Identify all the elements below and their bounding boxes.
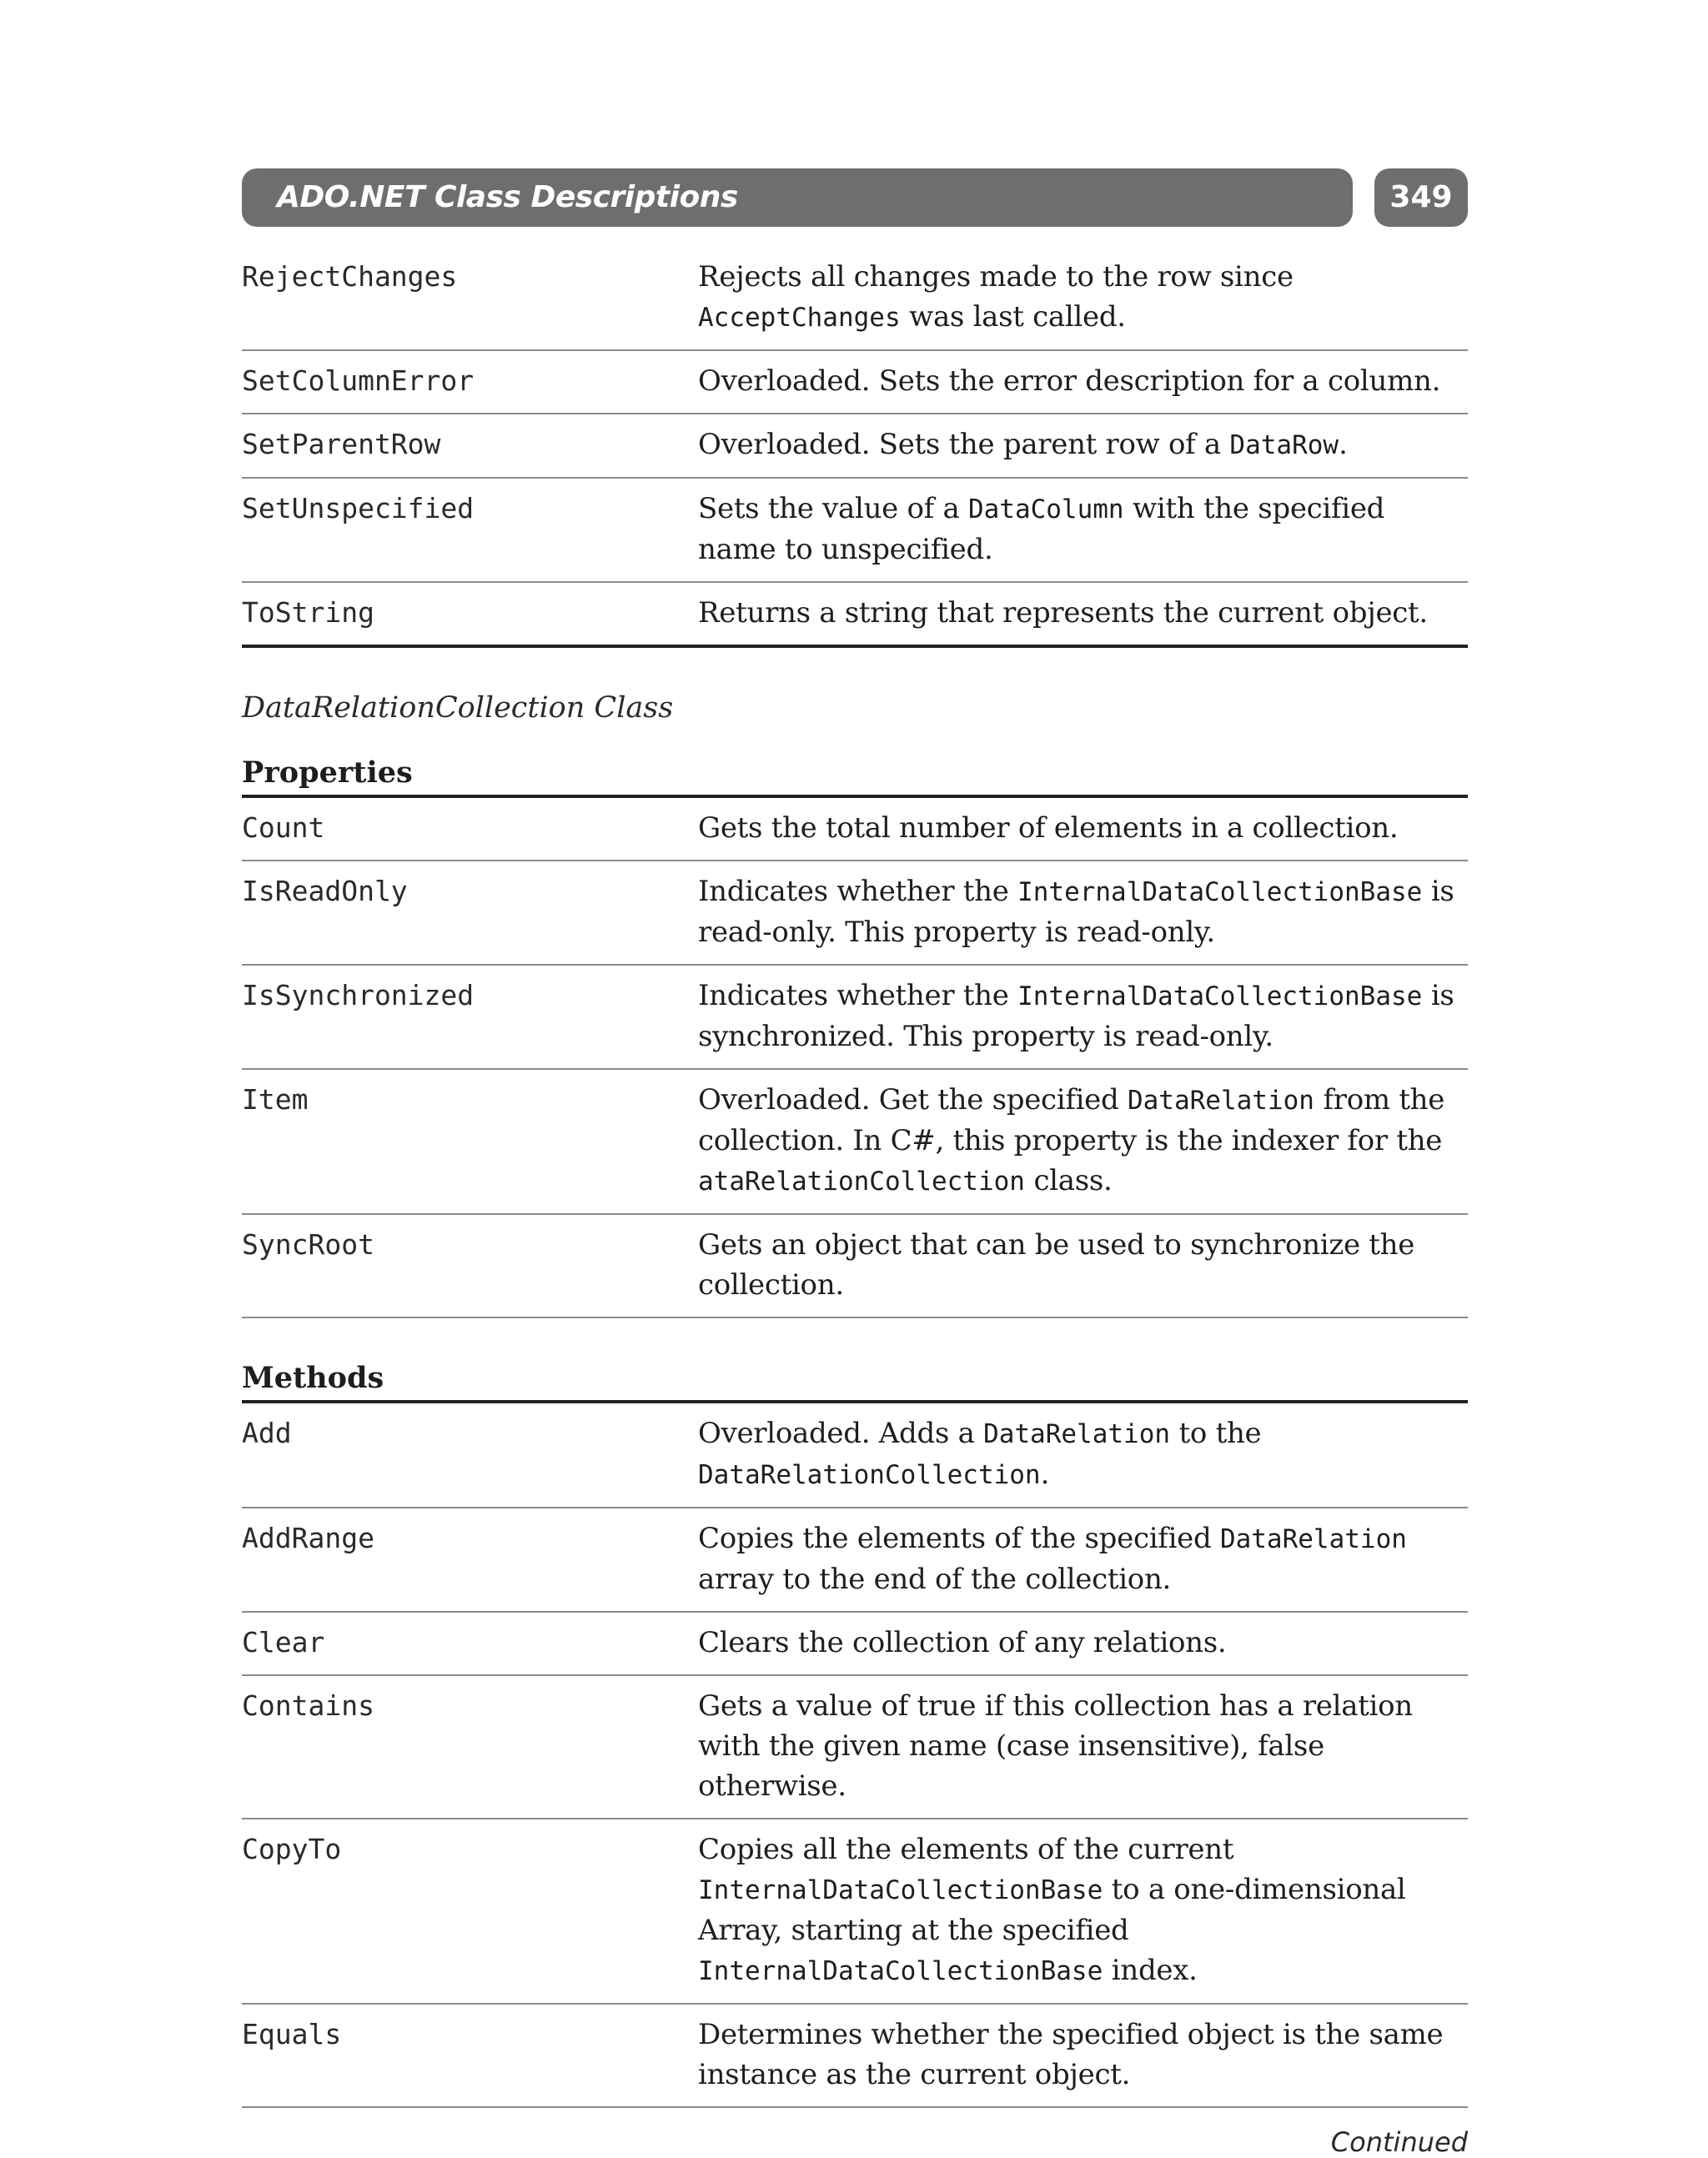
table-row — [242, 1215, 1468, 1318]
member-name: Add — [242, 1417, 292, 1449]
member-name: ToString — [242, 596, 374, 629]
member-description: Clears the collection of any relations. — [698, 1626, 1227, 1659]
code-identifier: DataColumn — [967, 494, 1124, 524]
continued-label: Continued — [1330, 2126, 1468, 2158]
methods-heading: Methods — [242, 1358, 1468, 1403]
running-header — [242, 168, 1468, 227]
table-row — [242, 861, 1468, 966]
member-name: Item — [242, 1083, 309, 1116]
member-name: Clear — [242, 1626, 325, 1659]
code-identifier: AcceptChanges — [698, 303, 901, 333]
properties-heading: Properties — [242, 753, 1468, 798]
code-identifier: InternalDataCollectionBase — [1017, 981, 1423, 1011]
code-identifier: DataRelation — [1219, 1524, 1407, 1554]
table-row — [242, 583, 1468, 648]
table-row — [242, 1508, 1468, 1613]
code-identifier: InternalDataCollectionBase — [698, 1875, 1103, 1905]
table-row — [242, 351, 1468, 414]
member-name: SetUnspecified — [242, 492, 475, 524]
member-description: Copies the elements of the specified DataRelation array to the end of the collection. — [698, 1522, 1407, 1596]
table-row — [242, 1403, 1468, 1508]
member-description: Gets an object that can be used to synchronize the collection. — [698, 1228, 1415, 1302]
code-identifier: InternalDataCollectionBase — [698, 1956, 1103, 1986]
table-row — [242, 479, 1468, 583]
methods-table — [242, 1403, 1468, 2108]
member-description: Indicates whether the InternalDataCollectionBase is synchronized. This property is read-only. — [698, 979, 1454, 1053]
member-name: AddRange — [242, 1522, 374, 1554]
member-description: Copies all the elements of the current InternalDataCollectionBase to a one-dimensional Array, starting at the specified InternalDataCollectionBase index. — [698, 1833, 1406, 1987]
code-identifier: InternalDataCollectionBase — [1017, 877, 1423, 907]
member-description: Sets the value of a DataColumn with the specified name to unspecified. — [698, 492, 1385, 566]
code-identifier: DataRelation — [983, 1419, 1171, 1449]
table-row — [242, 2005, 1468, 2108]
member-name: SetParentRow — [242, 428, 441, 460]
code-identifier: DataRow — [1229, 430, 1339, 460]
header-bar — [242, 168, 1353, 227]
table-row — [242, 414, 1468, 479]
page-number: 349 — [1389, 180, 1453, 214]
member-name: Contains — [242, 1689, 374, 1722]
book-page — [242, 168, 1468, 2158]
code-identifier: ataRelationCollection — [698, 1167, 1025, 1197]
member-name: Equals — [242, 2018, 342, 2050]
member-name: SetColumnError — [242, 364, 475, 397]
member-description: Indicates whether the InternalDataCollectionBase is read-only. This property is read-only. — [698, 875, 1454, 949]
member-name: IsReadOnly — [242, 875, 408, 907]
member-description: Determines whether the specified object is the same instance as the current object. — [698, 2018, 1444, 2091]
member-description: Gets a value of true if this collection has a relation with the given name (case insensitive), false otherwise. — [698, 1689, 1413, 1803]
member-name: Count — [242, 811, 325, 844]
table-row — [242, 966, 1468, 1070]
member-description: Overloaded. Sets the parent row of a DataRow. — [698, 428, 1348, 461]
section-title: DataRelationCollection Class — [242, 691, 674, 725]
table-row — [242, 798, 1468, 861]
code-identifier: DataRelation — [1127, 1086, 1314, 1116]
member-description: Overloaded. Adds a DataRelation to the DataRelationCollection. — [698, 1417, 1262, 1491]
chapter-title: ADO.NET Class Descriptions — [277, 180, 738, 214]
member-name: CopyTo — [242, 1833, 342, 1865]
member-description: Rejects all changes made to the row since AcceptChanges was last called. — [698, 260, 1294, 334]
table-row — [242, 247, 1468, 351]
datarow-methods-continued-table — [242, 247, 1468, 648]
member-description: Overloaded. Sets the error description for a column. — [698, 364, 1441, 398]
table-row — [242, 1819, 1468, 2005]
table-row — [242, 1676, 1468, 1819]
table-row — [242, 1613, 1468, 1676]
code-identifier: DataRelationCollection — [698, 1460, 1041, 1490]
member-name: IsSynchronized — [242, 979, 475, 1011]
properties-table — [242, 798, 1468, 1318]
page-number-box — [1374, 168, 1468, 227]
member-description: Overloaded. Get the specified DataRelation from the collection. In C#, this property is the indexer for the ataRelationCollection class. — [698, 1083, 1445, 1197]
member-name: RejectChanges — [242, 260, 458, 293]
member-name: SyncRoot — [242, 1228, 374, 1261]
table-row — [242, 1070, 1468, 1215]
member-description: Returns a string that represents the current object. — [698, 596, 1428, 630]
member-description: Gets the total number of elements in a collection. — [698, 811, 1399, 845]
